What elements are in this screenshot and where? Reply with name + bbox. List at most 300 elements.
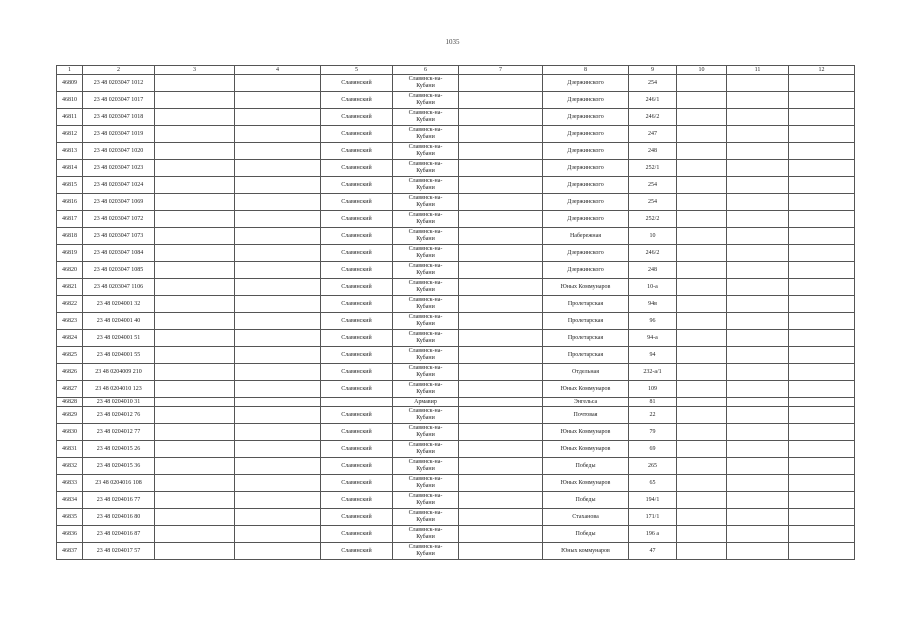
cell-number: 46809 bbox=[57, 75, 83, 92]
table-row bbox=[57, 143, 855, 160]
cell-col7 bbox=[459, 407, 543, 424]
cell-col10 bbox=[677, 109, 727, 126]
cell-col12 bbox=[789, 262, 855, 279]
cell-col11 bbox=[727, 75, 789, 92]
settlement-line: Славянск-на- bbox=[408, 76, 443, 82]
cell-house: 47 bbox=[629, 543, 677, 560]
cell-district: Славянский bbox=[321, 245, 393, 262]
table-row bbox=[57, 126, 855, 143]
cell-col7 bbox=[459, 245, 543, 262]
settlement-line: Славянск-на- bbox=[408, 263, 443, 269]
table-row bbox=[57, 424, 855, 441]
cell-district: Славянский bbox=[321, 92, 393, 109]
cell-house: 196 а bbox=[629, 526, 677, 543]
cell-col7 bbox=[459, 160, 543, 177]
cell-house: 10 bbox=[629, 228, 677, 245]
cell-street: Дзержинского bbox=[543, 177, 629, 194]
settlement-line: Кубани bbox=[416, 134, 435, 140]
cell-number: 46830 bbox=[57, 424, 83, 441]
cell-col4 bbox=[235, 364, 321, 381]
cell-col12 bbox=[789, 347, 855, 364]
cell-settlement bbox=[393, 75, 459, 92]
settlement-line: Славянск-на- bbox=[408, 382, 443, 388]
cell-cadastral-code: 23 48 0204001 40 bbox=[83, 313, 155, 330]
settlement-line: Кубани bbox=[416, 534, 435, 540]
cell-col10 bbox=[677, 458, 727, 475]
settlement-line: Кубани bbox=[416, 185, 435, 191]
column-header: 6 bbox=[393, 66, 459, 75]
cell-settlement bbox=[393, 126, 459, 143]
cell-house: 265 bbox=[629, 458, 677, 475]
cell-col3 bbox=[155, 245, 235, 262]
cell-house: 248 bbox=[629, 262, 677, 279]
cell-col10 bbox=[677, 296, 727, 313]
cell-col4 bbox=[235, 330, 321, 347]
cell-street: Дзержинского bbox=[543, 211, 629, 228]
settlement-line: Кубани bbox=[416, 432, 435, 438]
registry-body bbox=[57, 75, 855, 560]
table-row bbox=[57, 364, 855, 381]
cell-street: Дзержинского bbox=[543, 143, 629, 160]
cell-col7 bbox=[459, 381, 543, 398]
cell-cadastral-code: 23 48 0204016 108 bbox=[83, 475, 155, 492]
cell-col11 bbox=[727, 441, 789, 458]
cell-house: 247 bbox=[629, 126, 677, 143]
cell-district: Славянский bbox=[321, 211, 393, 228]
cell-col4 bbox=[235, 296, 321, 313]
cell-cadastral-code: 23 48 0203047 1023 bbox=[83, 160, 155, 177]
table-row bbox=[57, 245, 855, 262]
cell-number: 46812 bbox=[57, 126, 83, 143]
cell-col4 bbox=[235, 424, 321, 441]
cell-district: Славянский bbox=[321, 475, 393, 492]
settlement-line: Кубани bbox=[416, 483, 435, 489]
cell-district: Славянский bbox=[321, 407, 393, 424]
cell-settlement bbox=[393, 475, 459, 492]
cell-col3 bbox=[155, 262, 235, 279]
cell-house: 65 bbox=[629, 475, 677, 492]
cell-street: Отдельная bbox=[543, 364, 629, 381]
cell-settlement bbox=[393, 492, 459, 509]
cell-col7 bbox=[459, 475, 543, 492]
cell-district: Славянский bbox=[321, 126, 393, 143]
settlement-line: Славянск-на- bbox=[408, 229, 443, 235]
settlement-line: Кубани bbox=[416, 321, 435, 327]
column-header: 4 bbox=[235, 66, 321, 75]
cell-col4 bbox=[235, 75, 321, 92]
cell-col3 bbox=[155, 194, 235, 211]
cell-house: 194/1 bbox=[629, 492, 677, 509]
cell-col11 bbox=[727, 109, 789, 126]
cell-col7 bbox=[459, 313, 543, 330]
cell-col3 bbox=[155, 330, 235, 347]
column-header: 5 bbox=[321, 66, 393, 75]
cell-col11 bbox=[727, 279, 789, 296]
cell-col4 bbox=[235, 245, 321, 262]
cell-cadastral-code: 23 48 0204001 32 bbox=[83, 296, 155, 313]
cell-col7 bbox=[459, 347, 543, 364]
cell-col12 bbox=[789, 381, 855, 398]
cell-col7 bbox=[459, 364, 543, 381]
cell-number: 46833 bbox=[57, 475, 83, 492]
column-header: 7 bbox=[459, 66, 543, 75]
table-row bbox=[57, 92, 855, 109]
settlement-line: Славянск-на- bbox=[408, 527, 443, 533]
cell-district: Славянский bbox=[321, 364, 393, 381]
settlement-line: Кубани bbox=[416, 338, 435, 344]
cell-col3 bbox=[155, 543, 235, 560]
cell-col11 bbox=[727, 296, 789, 313]
cell-street: Дзержинского bbox=[543, 92, 629, 109]
cell-district: Славянский bbox=[321, 228, 393, 245]
cell-settlement bbox=[393, 313, 459, 330]
cell-settlement bbox=[393, 441, 459, 458]
settlement-line: Славянск-на- bbox=[408, 459, 443, 465]
cell-col3 bbox=[155, 177, 235, 194]
cell-settlement bbox=[393, 262, 459, 279]
cell-cadastral-code: 23 48 0204016 77 bbox=[83, 492, 155, 509]
cell-number: 46820 bbox=[57, 262, 83, 279]
cell-col11 bbox=[727, 245, 789, 262]
cell-col11 bbox=[727, 313, 789, 330]
cell-col12 bbox=[789, 526, 855, 543]
cell-number: 46814 bbox=[57, 160, 83, 177]
cell-cadastral-code: 23 48 0204016 80 bbox=[83, 509, 155, 526]
cell-col10 bbox=[677, 177, 727, 194]
cell-col11 bbox=[727, 126, 789, 143]
cell-number: 46823 bbox=[57, 313, 83, 330]
cell-number: 46834 bbox=[57, 492, 83, 509]
cell-district: Славянский bbox=[321, 143, 393, 160]
settlement-line: Кубани bbox=[416, 517, 435, 523]
column-header: 10 bbox=[677, 66, 727, 75]
cell-col11 bbox=[727, 364, 789, 381]
cell-col3 bbox=[155, 296, 235, 313]
cell-street: Дзержинского bbox=[543, 126, 629, 143]
settlement-line: Славянск-на- bbox=[408, 365, 443, 371]
cell-district: Славянский bbox=[321, 177, 393, 194]
table-row bbox=[57, 526, 855, 543]
cell-col12 bbox=[789, 330, 855, 347]
cell-col3 bbox=[155, 458, 235, 475]
settlement-line: Славянск-на- bbox=[408, 348, 443, 354]
settlement-line: Славянск-на- bbox=[408, 110, 443, 116]
cell-street: Юных Коммунаров bbox=[543, 424, 629, 441]
cell-house: 22 bbox=[629, 407, 677, 424]
cell-cadastral-code: 23 48 0203047 1106 bbox=[83, 279, 155, 296]
table-row bbox=[57, 194, 855, 211]
table-row bbox=[57, 381, 855, 398]
settlement-line: Армавир bbox=[414, 398, 437, 405]
cell-col3 bbox=[155, 211, 235, 228]
cell-cadastral-code: 23 48 0203047 1012 bbox=[83, 75, 155, 92]
cell-col7 bbox=[459, 441, 543, 458]
cell-col12 bbox=[789, 398, 855, 407]
cell-col12 bbox=[789, 194, 855, 211]
cell-col4 bbox=[235, 398, 321, 407]
cell-col3 bbox=[155, 398, 235, 407]
settlement-line: Кубани bbox=[416, 551, 435, 557]
table-row bbox=[57, 109, 855, 126]
cell-col10 bbox=[677, 245, 727, 262]
cell-col3 bbox=[155, 75, 235, 92]
cell-house: 254 bbox=[629, 75, 677, 92]
settlement-line: Кубани bbox=[416, 100, 435, 106]
cell-col4 bbox=[235, 279, 321, 296]
settlement-line: Кубани bbox=[416, 449, 435, 455]
cell-district: Славянский bbox=[321, 526, 393, 543]
settlement-line: Кубани bbox=[416, 151, 435, 157]
cell-col4 bbox=[235, 381, 321, 398]
cell-number: 46829 bbox=[57, 407, 83, 424]
cell-number: 46828 bbox=[57, 398, 83, 407]
cell-col3 bbox=[155, 407, 235, 424]
cell-settlement bbox=[393, 194, 459, 211]
cell-settlement bbox=[393, 160, 459, 177]
cell-settlement bbox=[393, 228, 459, 245]
cell-col7 bbox=[459, 109, 543, 126]
cell-col12 bbox=[789, 160, 855, 177]
cell-col10 bbox=[677, 381, 727, 398]
cell-col4 bbox=[235, 262, 321, 279]
cell-col7 bbox=[459, 509, 543, 526]
cell-house: 246/2 bbox=[629, 245, 677, 262]
settlement-line: Славянск-на- bbox=[408, 144, 443, 150]
cell-cadastral-code: 23 48 0204015 36 bbox=[83, 458, 155, 475]
table-row bbox=[57, 509, 855, 526]
cell-number: 46825 bbox=[57, 347, 83, 364]
cell-col7 bbox=[459, 492, 543, 509]
cell-col11 bbox=[727, 492, 789, 509]
cell-col11 bbox=[727, 92, 789, 109]
cell-house: 171/1 bbox=[629, 509, 677, 526]
cell-cadastral-code: 23 48 0204017 57 bbox=[83, 543, 155, 560]
cell-col11 bbox=[727, 475, 789, 492]
cell-col12 bbox=[789, 458, 855, 475]
cell-district: Славянский bbox=[321, 279, 393, 296]
cell-street: Победы bbox=[543, 458, 629, 475]
cell-col10 bbox=[677, 160, 727, 177]
cell-settlement bbox=[393, 92, 459, 109]
cell-col10 bbox=[677, 143, 727, 160]
cell-col11 bbox=[727, 526, 789, 543]
table-row bbox=[57, 543, 855, 560]
cell-col7 bbox=[459, 194, 543, 211]
cell-street: Юных Коммунаров bbox=[543, 279, 629, 296]
settlement-line: Кубани bbox=[416, 500, 435, 506]
cell-house: 252/1 bbox=[629, 160, 677, 177]
table-row bbox=[57, 211, 855, 228]
cell-col11 bbox=[727, 424, 789, 441]
cell-col10 bbox=[677, 262, 727, 279]
cell-col3 bbox=[155, 475, 235, 492]
cell-house: 232-а/1 bbox=[629, 364, 677, 381]
cell-col3 bbox=[155, 279, 235, 296]
cell-col11 bbox=[727, 160, 789, 177]
cell-col10 bbox=[677, 492, 727, 509]
cell-settlement bbox=[393, 458, 459, 475]
column-header: 11 bbox=[727, 66, 789, 75]
settlement-line: Славянск-на- bbox=[408, 246, 443, 252]
cell-number: 46818 bbox=[57, 228, 83, 245]
cell-number: 46811 bbox=[57, 109, 83, 126]
cell-cadastral-code: 23 48 0203047 1018 bbox=[83, 109, 155, 126]
cell-col3 bbox=[155, 92, 235, 109]
cell-number: 46827 bbox=[57, 381, 83, 398]
cell-col12 bbox=[789, 109, 855, 126]
cell-col11 bbox=[727, 143, 789, 160]
cell-col7 bbox=[459, 330, 543, 347]
cell-col10 bbox=[677, 475, 727, 492]
settlement-line: Кубани bbox=[416, 270, 435, 276]
cell-col12 bbox=[789, 228, 855, 245]
settlement-line: Славянск-на- bbox=[408, 127, 443, 133]
settlement-line: Славянск-на- bbox=[408, 493, 443, 499]
cell-settlement bbox=[393, 364, 459, 381]
cell-col11 bbox=[727, 398, 789, 407]
cell-street: Дзержинского bbox=[543, 262, 629, 279]
cell-cadastral-code: 23 48 0203047 1019 bbox=[83, 126, 155, 143]
cell-col12 bbox=[789, 245, 855, 262]
cell-col11 bbox=[727, 543, 789, 560]
cell-district: Славянский bbox=[321, 75, 393, 92]
cell-settlement bbox=[393, 509, 459, 526]
cell-cadastral-code: 23 48 0204009 210 bbox=[83, 364, 155, 381]
settlement-line: Кубани bbox=[416, 168, 435, 174]
cell-district: Славянский bbox=[321, 262, 393, 279]
cell-col10 bbox=[677, 526, 727, 543]
cell-col10 bbox=[677, 364, 727, 381]
settlement-line: Кубани bbox=[416, 372, 435, 378]
cell-number: 46810 bbox=[57, 92, 83, 109]
settlement-line: Славянск-на- bbox=[408, 195, 443, 201]
cell-street: Пролетарская bbox=[543, 296, 629, 313]
cell-district bbox=[321, 398, 393, 407]
cell-house: 81 bbox=[629, 398, 677, 407]
column-header: 2 bbox=[83, 66, 155, 75]
table-row bbox=[57, 279, 855, 296]
cell-house: 79 bbox=[629, 424, 677, 441]
cell-street: Пролетарская bbox=[543, 313, 629, 330]
cell-col7 bbox=[459, 458, 543, 475]
cell-settlement bbox=[393, 543, 459, 560]
cell-district: Славянский bbox=[321, 441, 393, 458]
table-row bbox=[57, 458, 855, 475]
cell-col10 bbox=[677, 194, 727, 211]
cell-col12 bbox=[789, 211, 855, 228]
column-header: 3 bbox=[155, 66, 235, 75]
settlement-line: Кубани bbox=[416, 219, 435, 225]
cell-cadastral-code: 23 48 0203047 1085 bbox=[83, 262, 155, 279]
cell-cadastral-code: 23 48 0203047 1072 bbox=[83, 211, 155, 228]
settlement-line: Славянск-на- bbox=[408, 212, 443, 218]
cell-settlement bbox=[393, 381, 459, 398]
cell-col3 bbox=[155, 526, 235, 543]
cell-col11 bbox=[727, 330, 789, 347]
cell-col11 bbox=[727, 194, 789, 211]
registry-table bbox=[56, 65, 855, 560]
cell-house: 69 bbox=[629, 441, 677, 458]
cell-col12 bbox=[789, 92, 855, 109]
cell-street: Почтовая bbox=[543, 407, 629, 424]
cell-col4 bbox=[235, 509, 321, 526]
settlement-line: Славянск-на- bbox=[408, 442, 443, 448]
settlement-line: Славянск-на- bbox=[408, 314, 443, 320]
cell-col7 bbox=[459, 279, 543, 296]
cell-col10 bbox=[677, 126, 727, 143]
header-row bbox=[57, 66, 855, 75]
cell-col11 bbox=[727, 262, 789, 279]
cell-district: Славянский bbox=[321, 194, 393, 211]
cell-cadastral-code: 23 48 0203047 1017 bbox=[83, 92, 155, 109]
cell-number: 46836 bbox=[57, 526, 83, 543]
cell-col12 bbox=[789, 75, 855, 92]
cell-house: 246/1 bbox=[629, 92, 677, 109]
cell-col11 bbox=[727, 347, 789, 364]
cell-street: Юных Коммунаров bbox=[543, 381, 629, 398]
cell-col4 bbox=[235, 109, 321, 126]
settlement-line: Кубани bbox=[416, 355, 435, 361]
table-row bbox=[57, 228, 855, 245]
cell-cadastral-code: 23 48 0203047 1024 bbox=[83, 177, 155, 194]
cell-street: Энгельса bbox=[543, 398, 629, 407]
column-header: 8 bbox=[543, 66, 629, 75]
cell-col12 bbox=[789, 143, 855, 160]
cell-house: 246/2 bbox=[629, 109, 677, 126]
cell-col11 bbox=[727, 407, 789, 424]
cell-district: Славянский bbox=[321, 492, 393, 509]
cell-district: Славянский bbox=[321, 109, 393, 126]
table-row bbox=[57, 262, 855, 279]
cell-district: Славянский bbox=[321, 458, 393, 475]
cell-col4 bbox=[235, 160, 321, 177]
cell-col4 bbox=[235, 126, 321, 143]
cell-district: Славянский bbox=[321, 424, 393, 441]
cell-number: 46824 bbox=[57, 330, 83, 347]
table-row bbox=[57, 330, 855, 347]
cell-col12 bbox=[789, 509, 855, 526]
cell-number: 46831 bbox=[57, 441, 83, 458]
table-row bbox=[57, 441, 855, 458]
cell-house: 254 bbox=[629, 177, 677, 194]
cell-col4 bbox=[235, 458, 321, 475]
cell-street: Юных Коммунаров bbox=[543, 475, 629, 492]
cell-col4 bbox=[235, 347, 321, 364]
settlement-line: Славянск-на- bbox=[408, 161, 443, 167]
settlement-line: Кубани bbox=[416, 202, 435, 208]
table-row bbox=[57, 492, 855, 509]
cell-street: Дзержинского bbox=[543, 75, 629, 92]
cell-col11 bbox=[727, 211, 789, 228]
cell-cadastral-code: 23 48 0204012 77 bbox=[83, 424, 155, 441]
cell-col10 bbox=[677, 347, 727, 364]
table-row bbox=[57, 296, 855, 313]
cell-col10 bbox=[677, 211, 727, 228]
cell-col7 bbox=[459, 526, 543, 543]
cell-col7 bbox=[459, 92, 543, 109]
settlement-line: Славянск-на- bbox=[408, 297, 443, 303]
cell-house: 94 bbox=[629, 347, 677, 364]
cell-col3 bbox=[155, 228, 235, 245]
cell-settlement bbox=[393, 143, 459, 160]
cell-district: Славянский bbox=[321, 330, 393, 347]
settlement-line: Славянск-на- bbox=[408, 93, 443, 99]
cell-col7 bbox=[459, 543, 543, 560]
cell-house: 10-а bbox=[629, 279, 677, 296]
cell-house: 252/2 bbox=[629, 211, 677, 228]
cell-col7 bbox=[459, 143, 543, 160]
settlement-line: Кубани bbox=[416, 287, 435, 293]
